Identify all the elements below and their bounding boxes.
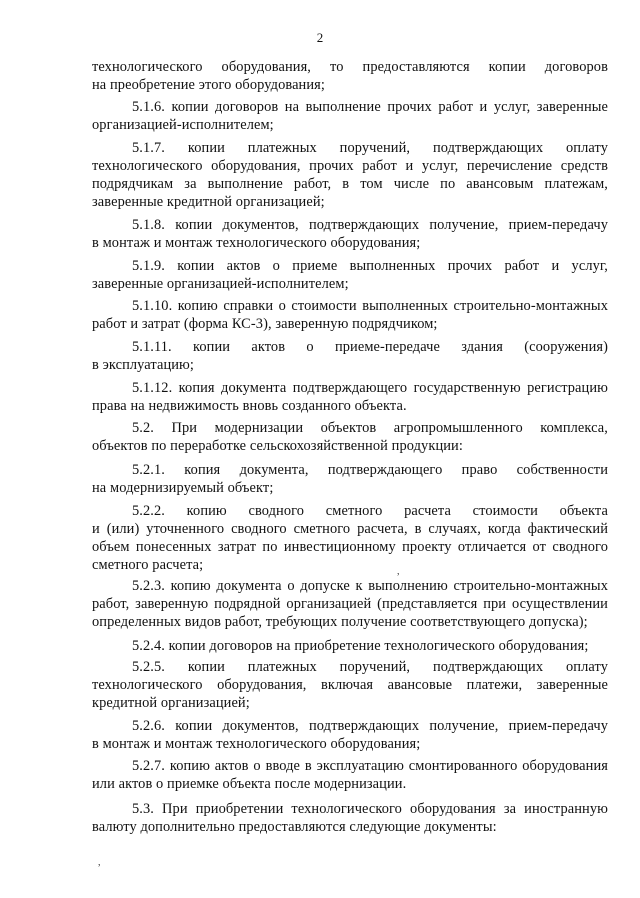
paragraph-line: заверенные организацией-исполнителем; <box>92 276 349 292</box>
paragraph-line: 5.2.7. копию актов о вводе в эксплуатацию смонтированного оборудования <box>132 758 608 774</box>
paragraph-line: 5.3. При приобретении технологического оборудования за иностранную <box>132 801 608 817</box>
paragraph-line: 5.1.10. копию справки о стоимости выполненных строительно-монтажных <box>132 298 608 314</box>
paragraph-line: 5.2.1. копия документа, подтверждающего право собственности <box>132 462 608 478</box>
paragraph-5-2-1 <box>92 461 608 497</box>
paragraph-line: организацией-исполнителем; <box>92 117 274 133</box>
paragraph-5-2-2 <box>92 502 608 574</box>
paragraph-line: 5.2.4. копии договоров на приобретение технологического оборудования; <box>132 638 589 654</box>
paragraph-line: 5.1.8. копии документов, подтверждающих получение, прием-передачу <box>132 217 608 233</box>
paragraph-line: объем понесенных затрат по инвестиционному проекту отличается от сводного <box>92 539 608 555</box>
paragraph-line: 5.1.11. копии актов о приеме-передаче здания (сооружения) <box>132 339 608 355</box>
paragraph-5-2-7 <box>92 757 608 793</box>
paragraph-line: технологического оборудования, то предоставляются копии договоров <box>92 59 608 75</box>
paragraph-line: заверенные кредитной организацией; <box>92 194 325 210</box>
paragraph-5-2-4 <box>92 637 608 655</box>
paragraph-line: 5.2.6. копии документов, подтверждающих получение, прием-передачу <box>132 718 608 734</box>
paragraph-5-1-11 <box>92 338 608 374</box>
paragraph-line: кредитной организацией; <box>92 695 250 711</box>
paragraph-line: подрядчикам за выполнение работ, в том числе по авансовым платежам, <box>92 176 608 192</box>
paragraph-line: валюту дополнительно предоставляются следующие документы: <box>92 819 497 835</box>
paragraph-5-3 <box>92 800 608 836</box>
paragraph-5-2-5 <box>92 658 608 712</box>
paragraph-line: 5.1.7. копии платежных поручений, подтверждающих оплату <box>132 140 608 156</box>
paragraph-line: 5.1.12. копия документа подтверждающего государственную регистрацию <box>132 380 608 396</box>
paragraph-line: в эксплуатацию; <box>92 357 194 373</box>
paragraph-line: технологического оборудования, прочих работ и услуг, перечисление средств <box>92 158 608 174</box>
paragraph-line: на преобретение этого оборудования; <box>92 77 325 93</box>
paragraph-line: 5.1.9. копии актов о приеме выполненных прочих работ и услуг, <box>132 258 608 274</box>
paragraph-line: технологического оборудования, включая авансовые платежи, заверенные <box>92 677 608 693</box>
paragraph-line: сметного расчета; <box>92 557 204 573</box>
paragraph-5-1-9 <box>92 257 608 293</box>
paragraph-line: на модернизируемый объект; <box>92 480 274 496</box>
paragraph-5-2-6 <box>92 717 608 753</box>
paragraph-line: объектов по переработке сельскохозяйственной продукции: <box>92 438 463 454</box>
paragraph-line: определенных видов работ, требующих получение соответствующего допуска); <box>92 614 588 630</box>
paragraph-line: 5.2.3. копию документа о допуске к выполнению строительно-монтажных <box>132 578 608 594</box>
paragraph-line: 5.1.6. копии договоров на выполнение прочих работ и услуг, заверенные <box>132 99 608 115</box>
scan-mark: , <box>98 857 101 868</box>
paragraph-line: 5.2.2. копию сводного сметного расчета стоимости объекта <box>132 503 608 519</box>
paragraph-line: 5.2.5. копии платежных поручений, подтверждающих оплату <box>132 659 608 675</box>
paragraph-line: права на недвижимость вновь созданного объекта. <box>92 398 407 414</box>
scan-mark: , <box>397 566 400 577</box>
page-number: 2 <box>316 30 324 45</box>
paragraph-5-1-8 <box>92 216 608 252</box>
paragraph-line: работ и затрат (форма КС-3), заверенную подрядчиком; <box>92 316 438 332</box>
paragraph-line: в монтаж и монтаж технологического оборудования; <box>92 235 421 251</box>
paragraph-5-2-3 <box>92 577 608 631</box>
paragraph-line: или актов о приемке объекта после модернизации. <box>92 776 407 792</box>
paragraph-line: и (или) уточненного сводного сметного расчета, в случаях, когда фактический <box>92 521 608 537</box>
paragraph-5-1-7 <box>92 139 608 211</box>
paragraph-5-1-10 <box>92 297 608 333</box>
paragraph-line: работ, заверенную подрядной организацией (представляется при осуществлении <box>92 596 608 612</box>
paragraph-5-2 <box>92 419 608 455</box>
paragraph-line: в монтаж и монтаж технологического оборудования; <box>92 736 421 752</box>
paragraph-line: 5.2. При модернизации объектов агропромышленного комплекса, <box>132 420 608 436</box>
paragraph-5-1-12 <box>92 379 608 415</box>
paragraph-5-1-6 <box>92 98 608 134</box>
paragraph-continuation <box>92 58 608 94</box>
